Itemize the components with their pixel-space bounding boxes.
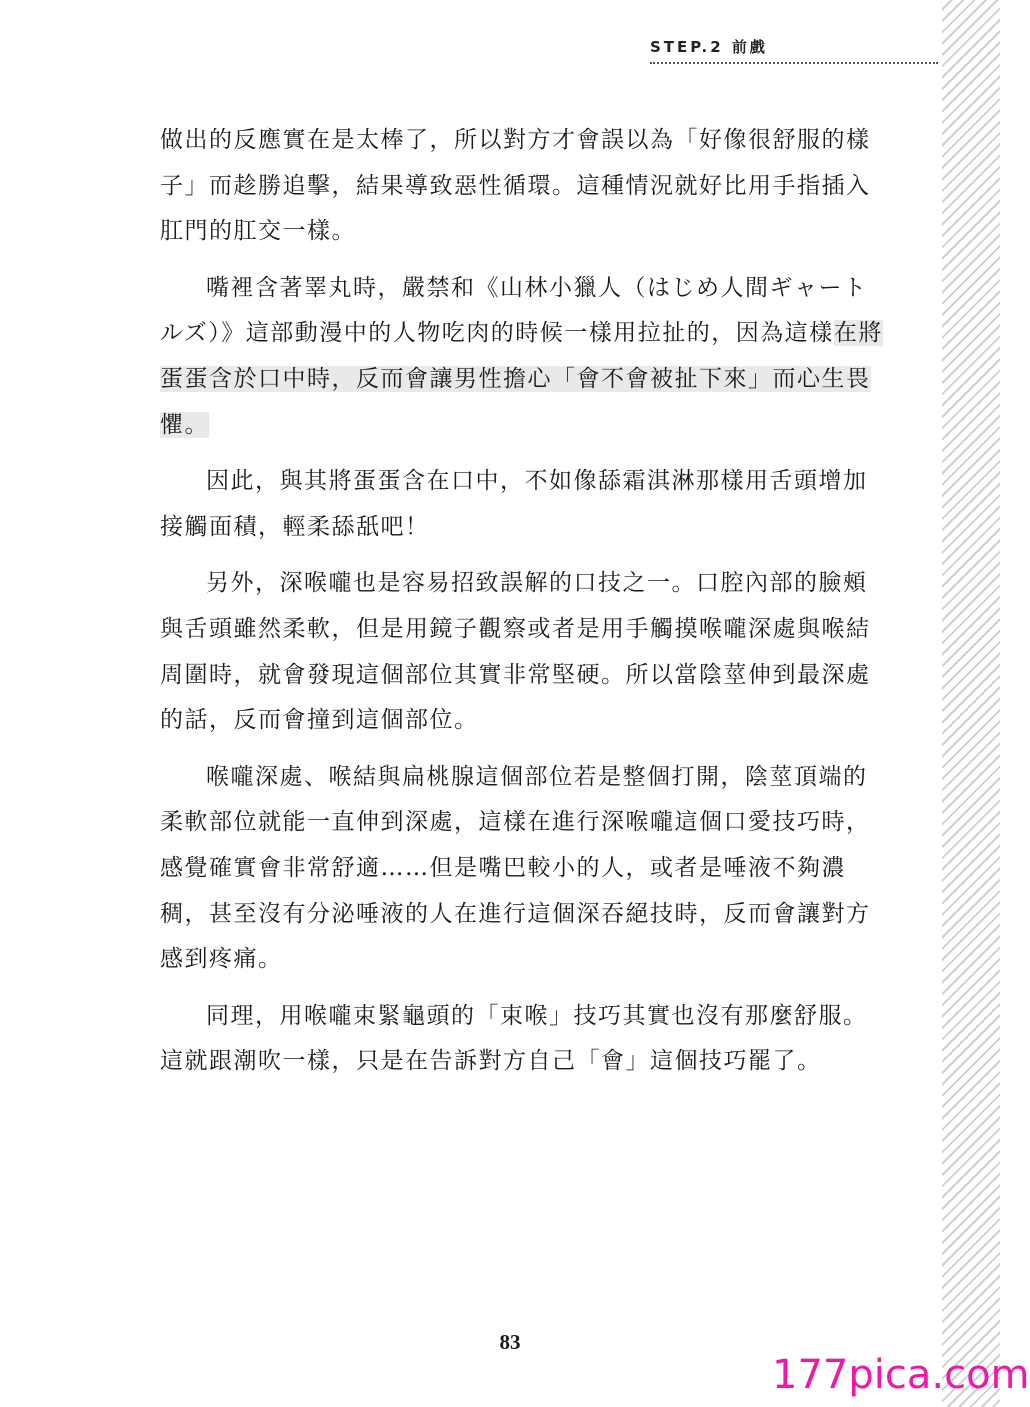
paragraph: 因此，與其將蛋蛋含在口中，不如像舔霜淇淋那樣用舌頭增加接觸面積，輕柔舔舐吧！ bbox=[160, 468, 868, 540]
paragraph: 做出的反應實在是太棒了，所以對方才會誤以為「好像很舒服的樣子」而趁勝追擊，結果導致惡性循環。這種情況就好比用手指插入肛門的肛交一樣。 bbox=[160, 127, 871, 245]
paragraph-text: 嘴裡含著睪丸時，嚴禁和《山林小獵人（はじめ人間ギャートルズ）》這部動漫中的人物吃肉的時候一樣用拉扯的，因為這樣 bbox=[160, 274, 868, 347]
paragraph bbox=[160, 266, 885, 448]
paragraph: 另外，深喉嚨也是容易招致誤解的口技之一。口腔內部的臉頰與舌頭雖然柔軟，但是用鏡子觀察或者是用手觸摸喉嚨深處與喉結周圍時，就會發現這個部位其實非常堅硬。所以當陰莖伸到最深處的話，反而會撞到這個部位。 bbox=[160, 570, 871, 734]
side-stripe-decoration bbox=[942, 0, 1000, 1407]
watermark: 177pica.com bbox=[772, 1352, 1030, 1398]
paragraph: 喉嚨深處、喉結與扁桃腺這個部位若是整個打開，陰莖頂端的柔軟部位就能一直伸到深處，這樣在進行深喉嚨這個口愛技巧時，感覺確實會非常舒適……但是嘴巴較小的人，或者是唾液不夠濃稠，甚至沒有分泌唾液的人在進行這個深吞絕技時，反而會讓對方感到疼痛。 bbox=[160, 763, 871, 973]
highlighted-text: 在將蛋蛋含於口中時，反而會讓男性擔心「會不會被扯下來」而心生畏懼。 bbox=[160, 320, 883, 438]
section-header: STEP.2 前戲 bbox=[650, 38, 768, 56]
page-number: 83 bbox=[499, 1330, 521, 1354]
body-text bbox=[160, 118, 885, 1096]
header-divider bbox=[650, 62, 938, 64]
paragraph: 同理，用喉嚨束緊龜頭的「束喉」技巧其實也沒有那麼舒服。這就跟潮吹一樣，只是在告訴對方自己「會」這個技巧罷了。 bbox=[160, 1002, 868, 1075]
